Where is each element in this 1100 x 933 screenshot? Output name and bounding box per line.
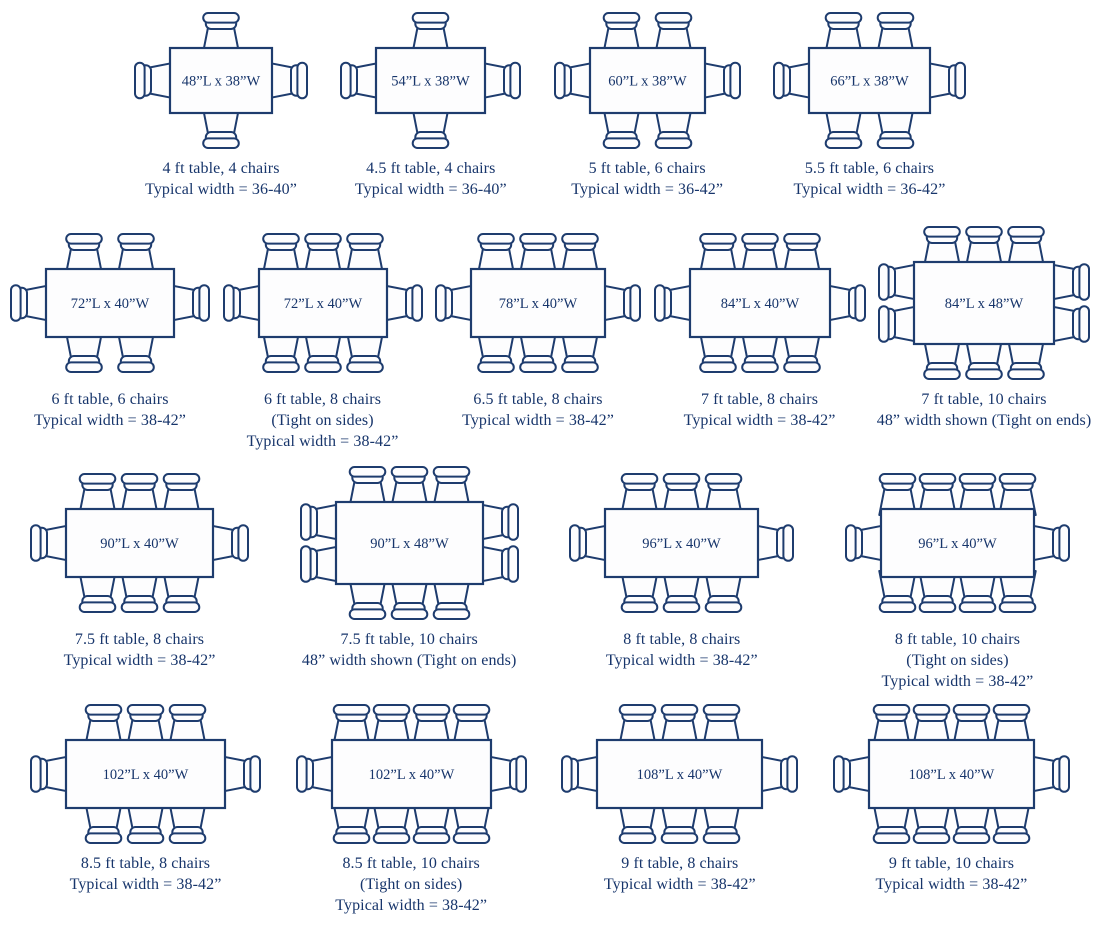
table-figure [433,224,643,431]
dimension-label: 108”L x 40”W [908,767,995,783]
table-figure-art [552,10,743,151]
table-figure-art [221,224,425,382]
table-figure-art [338,10,523,151]
caption-line: Typical width = 36-40” [354,181,507,198]
figure-caption [606,629,758,671]
caption-line: 6 ft table, 6 chairs [51,391,169,408]
table-figure [831,702,1072,895]
dimension-label: 72”L x 40”W [70,296,150,312]
table-figure [294,702,529,916]
caption-line: 8.5 ft table, 8 chairs [80,855,211,872]
dimension-label: 96”L x 40”W [642,536,722,552]
figure-caption [34,389,186,431]
figure-caption [604,853,756,895]
table-figure-svg [8,231,212,375]
caption-line: Typical width = 38-42” [683,412,836,429]
figure-caption [145,158,297,200]
figure-caption [64,629,216,671]
table-figure-svg [831,702,1072,846]
diagram-row [0,464,1100,692]
caption-line: Typical width = 38-42” [335,897,488,914]
table-figure-svg [28,702,263,846]
dimension-label: 66”L x 38”W [830,73,909,90]
table-figure-svg [338,10,523,151]
dimension-label: 108”L x 40”W [636,767,723,783]
table-figure [559,702,800,895]
caption-line: Typical width = 38-42” [69,876,222,893]
table-figure-art [8,224,212,382]
caption-line: 6.5 ft table, 8 chairs [473,391,603,408]
dimension-label: 54”L x 38”W [391,73,471,90]
dimension-label: 90”L x 48”W [369,536,449,552]
table-figure [221,224,425,452]
caption-line: 7.5 ft table, 8 chairs [74,631,205,648]
diagram-row [0,702,1100,916]
table-figure-art [876,224,1092,382]
table-figure-svg [433,231,643,375]
caption-line: 7 ft table, 8 chairs [700,391,819,408]
caption-line: 6 ft table, 8 chairs [263,391,382,408]
caption-line: 8 ft table, 10 chairs [894,631,1021,648]
table-figure-svg [294,702,529,846]
caption-line: 48” width shown (Tight on ends) [876,412,1092,429]
figure-caption [794,158,946,200]
table-figure-art [567,464,796,622]
table-figure-svg [552,10,743,151]
figure-caption [355,158,507,200]
caption-line: 7 ft table, 10 chairs [921,391,1047,408]
table-figure-art [433,224,643,382]
table-figure-art [843,464,1072,622]
table-figure-art [294,702,529,846]
dimension-label: 78”L x 40”W [498,296,578,312]
table-figure-svg [132,10,310,151]
diagram-row [0,224,1100,452]
caption-line: Typical width = 38-42” [462,412,614,429]
table-figure [132,10,310,200]
diagram-row [0,10,1100,200]
figure-caption [571,158,723,200]
caption-line: Typical width = 38-42” [34,412,186,429]
figure-caption [70,853,222,895]
table-figure-svg [221,231,425,375]
table-figure-svg [28,471,251,615]
table-figure [8,224,212,431]
table-figure [28,702,263,895]
table-figure-art [28,702,263,846]
table-figure-svg [298,464,521,622]
table-figure [28,464,251,671]
caption-line: (Tight on sides) [359,876,463,893]
diagram [0,10,1100,916]
figure-caption [877,389,1092,431]
caption-line: 7.5 ft table, 10 chairs [340,631,478,648]
figure-caption [335,853,487,916]
figure-caption [247,389,399,452]
dimension-label: 90”L x 40”W [100,536,179,552]
caption-line: (Tight on sides) [271,412,374,429]
caption-line: (Tight on sides) [906,652,1009,669]
caption-line: Typical width = 38-42” [875,876,1028,893]
caption-line: Typical width = 38-42” [603,876,756,893]
caption-line: Typical width = 36-40” [145,181,297,198]
caption-line: Typical width = 38-42” [246,433,399,450]
table-figure-art [652,224,868,382]
caption-line: 9 ft table, 10 chairs [888,855,1015,872]
table-figure-art [831,702,1072,846]
caption-line: Typical width = 38-42” [605,652,758,669]
table-figure [567,464,796,671]
caption-line: 8 ft table, 8 chairs [623,631,741,648]
table-figure [843,464,1072,692]
caption-line: 5 ft table, 6 chairs [588,160,706,177]
table-figure [552,10,743,200]
table-figure-art [559,702,800,846]
dimension-label: 84”L x 40”W [720,296,799,312]
table-figure [298,464,521,671]
table-figure [338,10,523,200]
caption-line: 48” width shown (Tight on ends) [301,652,517,669]
table-figure-svg [652,231,868,375]
figure-caption [462,389,614,431]
dimension-label: 72”L x 40”W [283,296,362,312]
caption-line: 8.5 ft table, 10 chairs [342,855,480,872]
table-figure-svg [567,471,796,615]
dimension-label: 102”L x 40”W [102,767,189,783]
table-figure [771,10,968,200]
figure-caption [882,629,1034,692]
caption-line: Typical width = 36-42” [793,181,946,198]
table-figure-svg [559,702,800,846]
dimension-label: 60”L x 38”W [607,73,687,90]
table-figure-svg [876,224,1092,382]
caption-line: 4 ft table, 4 chairs [162,160,280,177]
caption-line: Typical width = 36-42” [571,181,724,198]
dimension-label: 102”L x 40”W [368,767,454,783]
dimension-label: 96”L x 40”W [918,536,997,552]
caption-line: 5.5 ft table, 6 chairs [804,160,935,177]
figure-caption [684,389,836,431]
figure-caption [876,853,1028,895]
dimension-label: 48”L x 38”W [181,73,261,90]
table-figure-svg [843,471,1072,615]
table-figure [652,224,868,431]
caption-line: 4.5 ft table, 4 chairs [366,160,496,177]
table-figure-svg [771,10,968,151]
table-figure-art [132,10,310,151]
dimension-label: 84”L x 48”W [944,296,1024,312]
caption-line: 9 ft table, 8 chairs [621,855,739,872]
caption-line: Typical width = 38-42” [881,673,1034,690]
table-figure-art [298,464,521,622]
table-figure-art [771,10,968,151]
table-figure [876,224,1092,431]
table-figure-art [28,464,251,622]
figure-caption [302,629,517,671]
caption-line: Typical width = 38-42” [63,652,216,669]
